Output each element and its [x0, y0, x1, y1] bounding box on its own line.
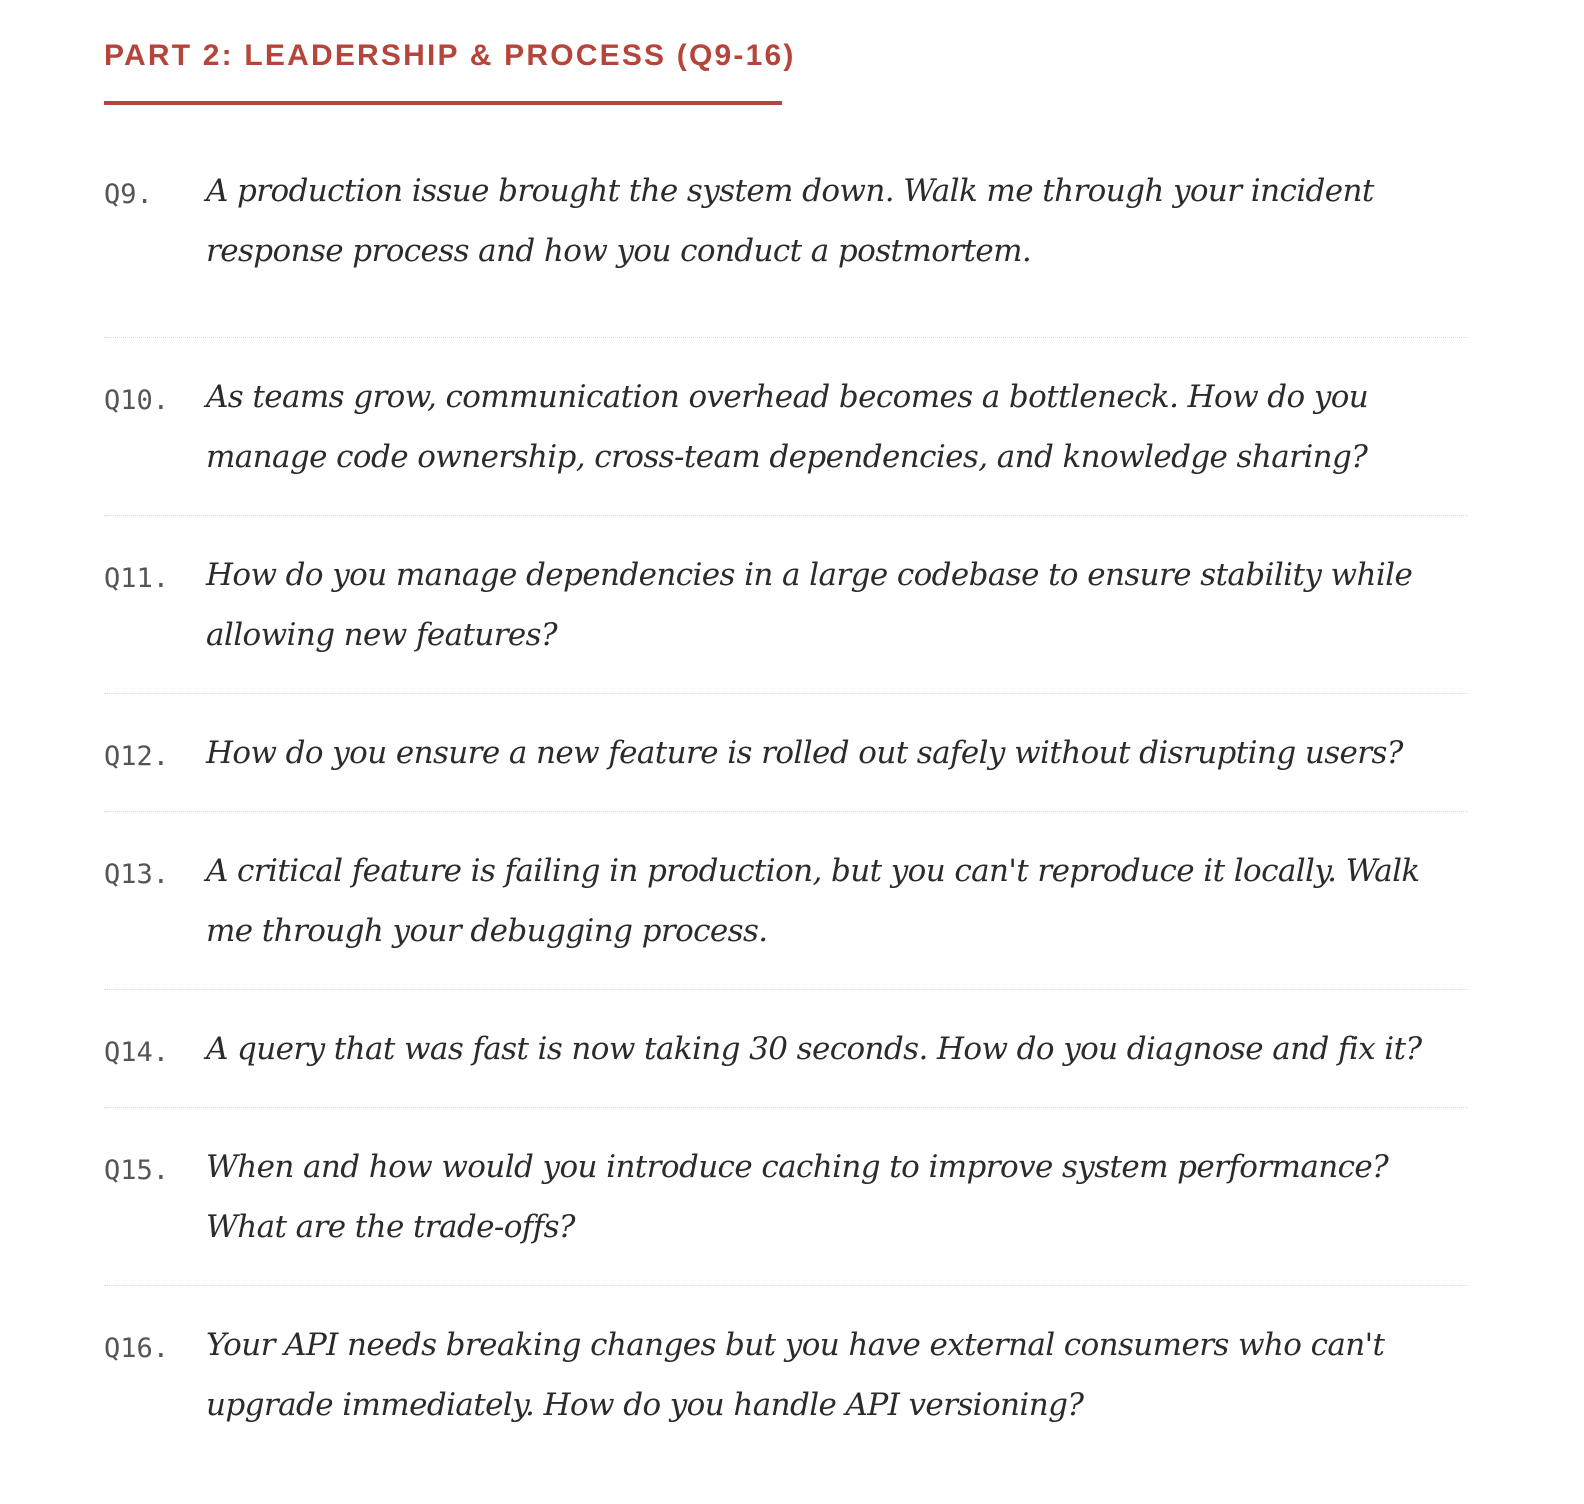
question-item-q12: [104, 694, 1468, 812]
question-text: How do you ensure a new feature is rolled out safely without disrupting users?: [206, 735, 1403, 771]
question-number: Q16.: [104, 1333, 170, 1364]
question-text: A critical feature is failing in production, but you can't reproduce it locally. Walk me through your debugging process.: [206, 853, 1420, 949]
question-text: A production issue brought the system down. Walk me through your incident response process and how you conduct a postmortem.: [206, 173, 1374, 269]
question-number: Q13.: [104, 859, 170, 890]
question-number: Q11.: [104, 563, 170, 594]
question-text: Your API needs breaking changes but you have external consumers who can't upgrade immediately. How do you handle API versioning?: [206, 1327, 1385, 1423]
question-text: When and how would you introduce caching to improve system performance? What are the trade-offs?: [206, 1149, 1389, 1245]
question-text: How do you manage dependencies in a large codebase to ensure stability while allowing new features?: [206, 557, 1413, 653]
question-text: A query that was fast is now taking 30 seconds. How do you diagnose and fix it?: [206, 1031, 1422, 1067]
question-item-q16: [104, 1286, 1468, 1446]
section-header: [104, 0, 1468, 105]
question-item-q15: [104, 1108, 1468, 1286]
section-title: PART 2: LEADERSHIP & PROCESS (Q9-16): [104, 39, 796, 72]
question-item-q14: [104, 990, 1468, 1108]
question-item-q9: [104, 161, 1468, 338]
question-number: Q14.: [104, 1037, 170, 1068]
question-number: Q12.: [104, 741, 170, 772]
question-item-q10: [104, 338, 1468, 516]
question-number: Q15.: [104, 1155, 170, 1186]
question-item-q13: [104, 812, 1468, 990]
question-text: As teams grow, communication overhead becomes a bottleneck. How do you manage code ownership, cross-team dependencies, and knowledge sharing?: [206, 379, 1369, 475]
question-number: Q10.: [104, 385, 170, 416]
question-item-q11: [104, 516, 1468, 694]
question-list: [104, 161, 1468, 1446]
document-page: [104, 0, 1468, 1446]
question-number: Q9.: [104, 179, 153, 210]
section-title-underline: [104, 101, 782, 105]
